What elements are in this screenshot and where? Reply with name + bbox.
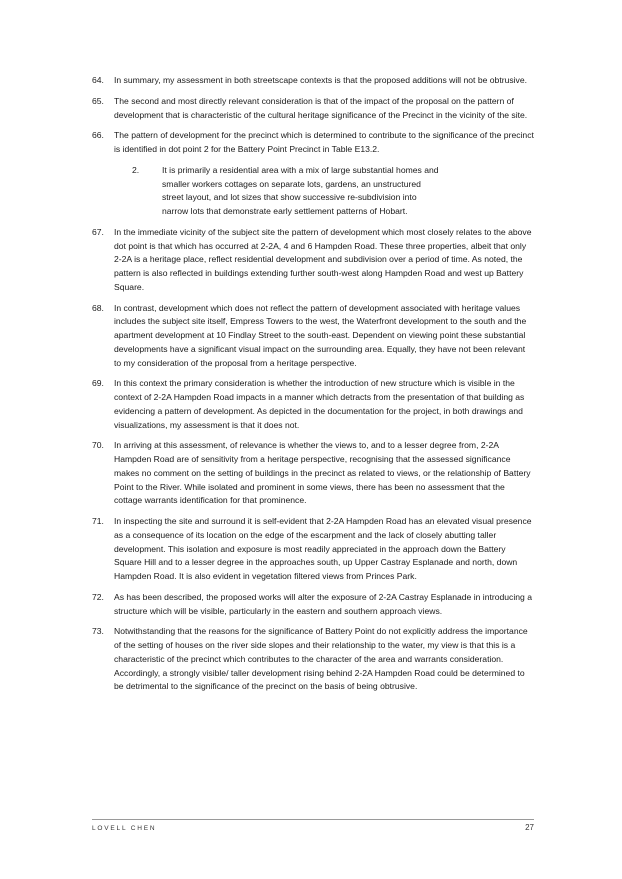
paragraph-text: The second and most directly relevant consideration is that of the impact of the proposal on the pattern of development that is characteristic of the cultural heritage significance of the Precinct in the vicinity of the site.: [114, 95, 528, 120]
paragraph-number: 69.: [92, 378, 104, 389]
paragraph-number: 71.: [92, 516, 104, 527]
paragraph-text: In summary, my assessment in both streetscape contexts is that the proposed additions will not be obtrusive.: [114, 75, 528, 85]
paragraph-70: [92, 439, 534, 508]
paragraph-text: In arriving at this assessment, of relevance is whether the views to, and to a lesser degree from, 2-2A Hampden Road are of sensitivity from a heritage perspective, recognising that the assessed significance makes no comment on the setting of buildings in the precinct as related to views, or the relationship of Battery Point to the River. While isolated and prominent in some views, there has been no assessment that the cottage warrants identification for that prominence.: [114, 440, 531, 506]
paragraph-number: 66.: [92, 130, 104, 141]
paragraph-text: Notwithstanding that the reasons for the significance of Battery Point do not explicitly address the importance of the setting of houses on the river side slopes and their relationship to the water, my view is that this is a characteristic of the precinct which contributes to the character of the area and warrants consideration. Accordingly, a strongly visible/ taller development rising behind 2-2A Hampden Road could be determined to be detrimental to the significance of the precinct on the basis of being obtrusive.: [114, 626, 528, 692]
dot-point-number: 2.: [132, 165, 140, 176]
dot-point-text: It is primarily a residential area with a mix of large substantial homes and smaller workers cottages on separate lots, gardens, an unstructured street layout, and lot sizes that show successive re-subdivision into narrow lots that demonstrate early settlement patterns of Hobart.: [162, 165, 439, 217]
paragraph-text: In this context the primary consideration is whether the introduction of new structure which is visible in the context of 2-2A Hampden Road impacts in a manner which detracts from the presentation of that building as evidencing a pattern of development. As depicted in the documentation for the project, in both drawings and visualizations, my assessment is that it does not.: [114, 378, 525, 430]
paragraph-text: In the immediate vicinity of the subject site the pattern of development which most closely relates to the above dot point is that which has occurred at 2-2A, 4 and 6 Hampden Road. These three properties, albeit that only 2-2A is a heritage place, reflect residential development and subdivision over a period of time. As noted, the pattern is also reflected in buildings extending further south-west along Hampden Road and west up Battery Square.: [114, 227, 532, 292]
paragraph-73: [92, 625, 534, 694]
paragraph-number: 73.: [92, 626, 104, 637]
paragraph-text: The pattern of development for the precinct which is determined to contribute to the significance of the precinct is identified in dot point 2 for the Battery Point Precinct in Table E13.2.: [114, 130, 534, 155]
paragraph-68: [92, 302, 534, 371]
paragraph-number: 65.: [92, 95, 104, 106]
paragraph-number: 67.: [92, 227, 104, 238]
footer-divider: [92, 819, 534, 820]
paragraph-69: [92, 377, 534, 432]
paragraph-65: [92, 95, 534, 122]
paragraph-number: 72.: [92, 591, 104, 602]
paragraph-72: [92, 591, 534, 618]
paragraph-67: [92, 226, 534, 295]
document-body: [92, 74, 534, 701]
footer-company-name: LOVELL CHEN: [92, 825, 157, 832]
paragraph-64: [92, 74, 534, 88]
paragraph-text: In inspecting the site and surround it is self-evident that 2-2A Hampden Road has an elevated visual presence as a consequence of its location on the edge of the escarpment and the lack of closely abutting taller development. This isolation and exposure is most readily appreciated in the approach down the Battery Square Hill and to a lesser degree in the approaches south, up Upper Castray Esplanade and north, down Hampden Road. It is also evident in vegetation filtered views from Princes Park.: [114, 516, 532, 581]
paragraph-number: 64.: [92, 75, 104, 85]
paragraph-number: 68.: [92, 302, 104, 313]
page-number: 27: [525, 823, 534, 832]
paragraph-66: [92, 129, 534, 156]
paragraph-text: As has been described, the proposed works will alter the exposure of 2-2A Castray Esplanade in introducing a structure which will be visible, particularly in the eastern and southern approach views.: [114, 591, 532, 616]
quoted-dot-point: [92, 164, 444, 219]
paragraph-number: 70.: [92, 440, 104, 451]
paragraph-text: In contrast, development which does not reflect the pattern of development associated with heritage values includes the subject site itself, Empress Towers to the west, the Waterfront development to the south and the apartment development at 10 Findlay Street to the south-east. Dependent on viewing point these substantial developments have a significant visual impact on the surrounding area. Equally, they have not been relevant to my consideration of the proposal from a heritage perspective.: [114, 302, 527, 368]
paragraph-71: [92, 515, 534, 584]
